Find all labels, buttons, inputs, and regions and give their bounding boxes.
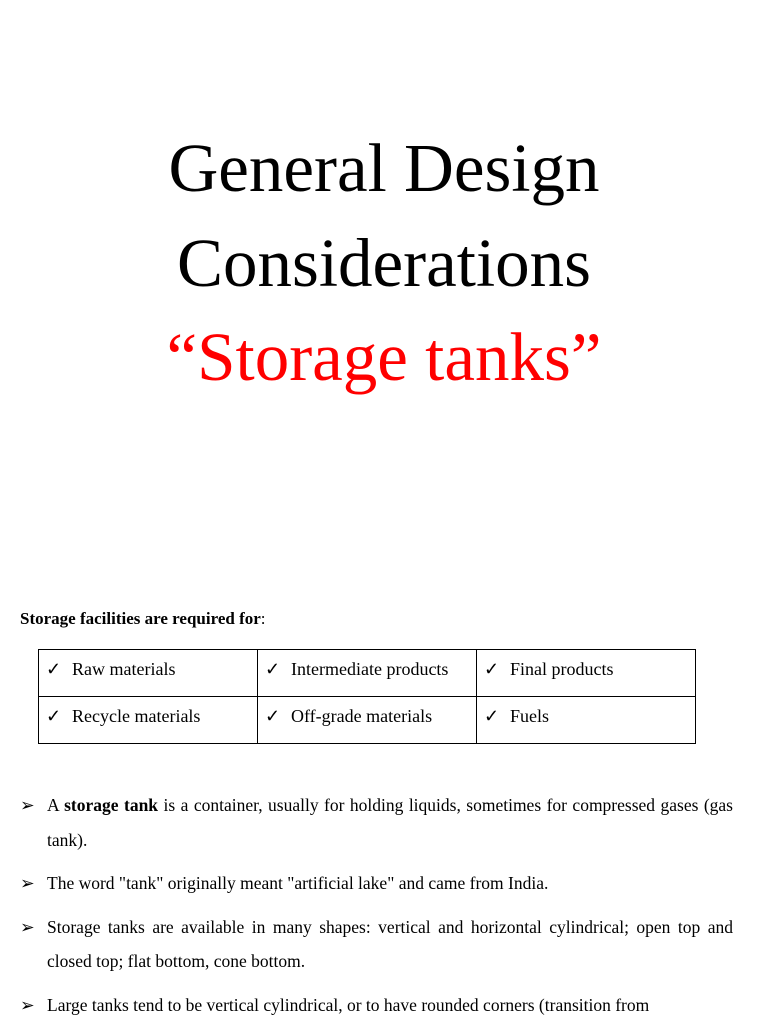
arrow-bullet-icon: ➢ [20,795,35,815]
table-row [39,650,696,697]
check-icon: ✓ [484,659,500,679]
bullet-list [20,788,733,1031]
table-cell [258,650,477,697]
intro-text [20,607,266,631]
table-cell [477,697,696,744]
list-item [20,910,733,979]
table-cell [258,697,477,744]
check-icon: ✓ [265,659,281,679]
title-line-2: Considerations [177,225,591,301]
intro-suffix: : [260,609,266,628]
arrow-bullet-icon: ➢ [20,916,35,937]
cell-text: Intermediate products [291,659,449,679]
cell-text: Off-grade materials [291,706,433,726]
bullet-text: The word "tank" originally meant "artificial lake" and came from India. [47,873,549,893]
intro-bold: Storage facilities are required for [20,609,261,628]
facilities-table [38,649,696,744]
table-cell [39,650,258,697]
cell-text: Recycle materials [72,706,201,726]
bullet-text: is a container, usually for holding liquids, sometimes for compressed gases (gas tank). [47,795,733,850]
arrow-bullet-icon: ➢ [20,873,35,893]
title-line-1: General Design [168,130,600,206]
check-icon: ✓ [484,706,500,726]
subtitle: “Storage tanks” [166,319,602,395]
bullet-bold-term: storage tank [64,795,159,815]
table-row [39,697,696,744]
list-item [20,788,733,857]
bullet-prefix: A [47,795,65,815]
check-icon: ✓ [46,659,62,679]
cell-text: Fuels [510,706,550,726]
list-item [20,866,733,901]
bullet-text: Storage tanks are available in many shapes: vertical and horizontal cylindrical; open top and closed top; flat bottom, cone bottom. [47,916,733,971]
arrow-bullet-icon: ➢ [20,994,35,1015]
check-icon: ✓ [46,706,62,726]
cell-text: Final products [510,659,614,679]
bullet-text: Large tanks tend to be vertical cylindrical, or to have rounded corners (transition from [47,994,650,1015]
list-item [20,988,733,1023]
table-cell [477,650,696,697]
table-cell [39,697,258,744]
check-icon: ✓ [265,706,281,726]
cell-text: Raw materials [72,659,176,679]
